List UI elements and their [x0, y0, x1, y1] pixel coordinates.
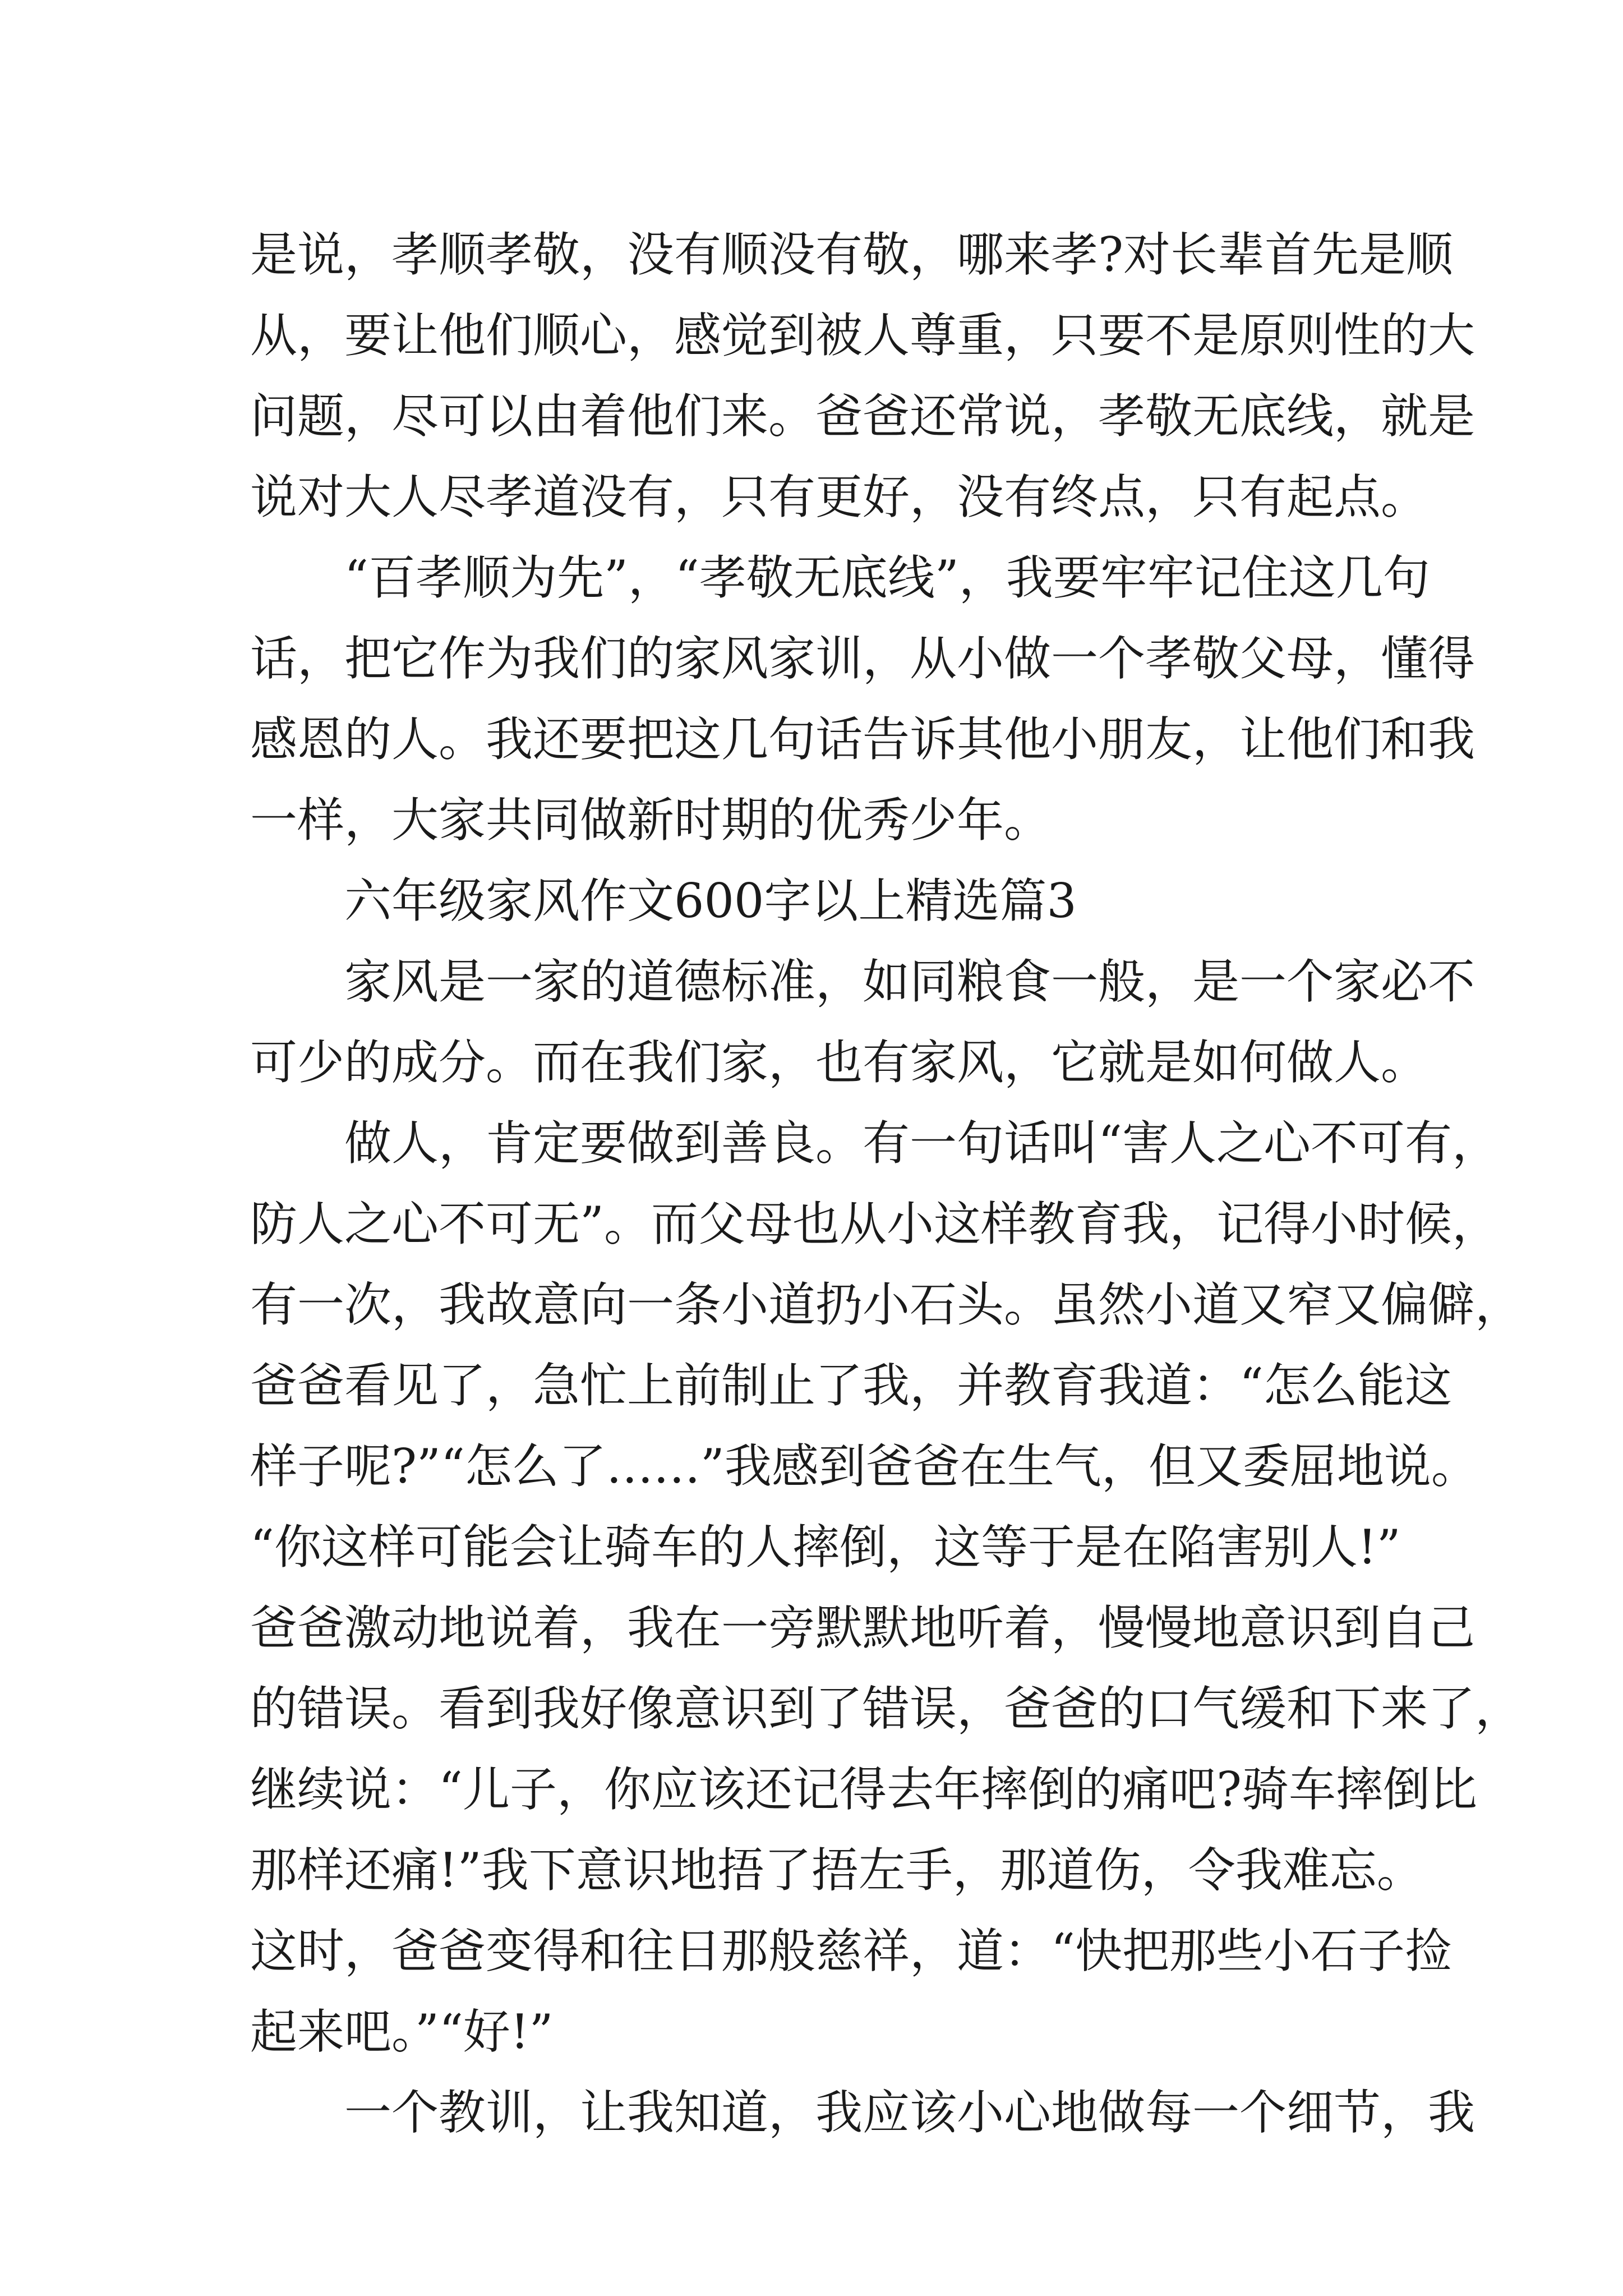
text-line: 话，把它作为我们的家风家训，从小做一个孝敬父母，懂得	[250, 631, 1476, 686]
text-line: 防人之心不可无”。而父母也从小这样教育我，记得小时候，	[250, 1197, 1499, 1251]
paragraph-start-line: 一个教训，让我知道，我应该小心地做每一个细节，我	[344, 2085, 1476, 2140]
text-line: 那样还痛!”我下意识地捂了捂左手，那道伤，令我难忘。	[250, 1843, 1424, 1898]
section-heading: 六年级家风作文600字以上精选篇3	[344, 873, 1077, 928]
text-line: 爸爸看见了，急忙上前制止了我，并教育我道：“怎么能这	[250, 1358, 1452, 1413]
text-line: 有一次，我故意向一条小道扔小石头。虽然小道又窄又偏僻，	[250, 1277, 1523, 1332]
text-line: 爸爸激动地说着，我在一旁默默地听着，慢慢地意识到自己	[250, 1600, 1476, 1655]
paragraph-start-line: 家风是一家的道德标准，如同粮食一般，是一个家必不	[344, 954, 1476, 1009]
text-line: 起来吧。”“好!”	[250, 2004, 554, 2059]
text-line: 从，要让他们顺心，感觉到被人尊重，只要不是原则性的大	[250, 308, 1476, 363]
text-line: 说对大人尽孝道没有，只有更好，没有终点，只有起点。	[250, 470, 1428, 524]
paragraph-start-line: 做人，肯定要做到善良。有一句话叫“害人之心不可有，	[344, 1116, 1499, 1171]
text-line: 一样，大家共同做新时期的优秀少年。	[250, 793, 1052, 848]
text-line: 样子呢?”“怎么了……”我感到爸爸在生气，但又委屈地说。	[250, 1439, 1478, 1494]
text-line: 可少的成分。而在我们家，也有家风，它就是如何做人。	[250, 1035, 1428, 1090]
article-body	[250, 214, 1523, 2153]
text-line: 继续说：“儿子，你应该还记得去年摔倒的痛吧?骑车摔倒比	[250, 1762, 1477, 1817]
text-line: 这时，爸爸变得和往日那般慈祥，道：“快把那些小石子捡	[250, 1924, 1452, 1978]
text-line: 感恩的人。我还要把这几句话告诉其他小朋友，让他们和我	[250, 712, 1476, 767]
paragraph-start-line: “百孝顺为先”，“孝敬无底线”，我要牢牢记住这几句	[344, 550, 1430, 605]
text-line: 是说，孝顺孝敬，没有顺没有敬，哪来孝?对长辈首先是顺	[250, 227, 1454, 282]
text-line: “你这样可能会让骑车的人摔倒，这等于是在陷害别人!”	[250, 1520, 1401, 1575]
text-line: 问题，尽可以由着他们来。爸爸还常说，孝敬无底线，就是	[250, 389, 1476, 444]
text-line: 的错误。看到我好像意识到了错误，爸爸的口气缓和下来了，	[250, 1681, 1523, 1736]
